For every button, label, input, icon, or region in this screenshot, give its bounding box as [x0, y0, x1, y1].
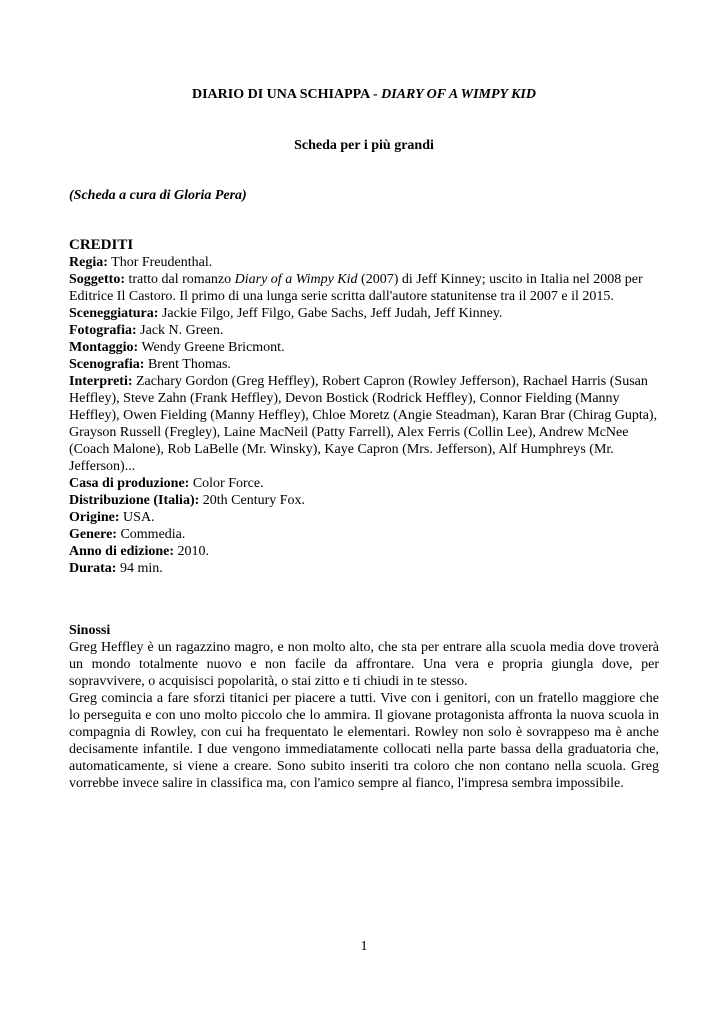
title-main: DIARIO DI UNA SCHIAPPA -: [192, 87, 382, 102]
credit-label: Origine:: [69, 510, 120, 525]
credits-heading: CREDITI: [69, 237, 134, 253]
document-page: [69, 0, 659, 1024]
curator-note: (Scheda a cura di Gloria Pera): [69, 188, 247, 203]
credit-fotografia: [69, 322, 659, 339]
credit-value: 20th Century Fox.: [199, 493, 306, 508]
credit-montaggio: [69, 339, 659, 356]
credit-scenografia: [69, 356, 659, 373]
credit-label: Fotografia:: [69, 323, 137, 338]
title-italic: DIARY OF A WIMPY KID: [381, 87, 536, 102]
credit-regia: [69, 254, 659, 271]
credit-value: Jack N. Green.: [136, 323, 224, 338]
credit-label: Anno di edizione:: [69, 544, 175, 559]
credit-label: Genere:: [69, 527, 117, 542]
credit-label: Scenografia:: [69, 357, 145, 372]
credit-label: Soggetto:: [69, 272, 125, 287]
synopsis-section: [69, 622, 659, 792]
credit-label: Sceneggiatura:: [69, 306, 159, 321]
credit-value: Thor Freudenthal.: [107, 255, 213, 270]
credit-anno: [69, 543, 659, 560]
credits-section: [69, 236, 659, 577]
credit-value: Wendy Greene Bricmont.: [138, 340, 285, 355]
credit-label: Casa di produzione:: [69, 476, 190, 491]
credit-sceneggiatura: [69, 305, 659, 322]
document-subtitle: Scheda per i più grandi: [294, 138, 434, 153]
credit-value: tratto dal romanzo: [125, 272, 235, 287]
credit-label: Montaggio:: [69, 340, 139, 355]
credit-label: Distribuzione (Italia):: [69, 493, 200, 508]
synopsis-heading: Sinossi: [69, 623, 111, 638]
credit-label: Regia:: [69, 255, 108, 270]
credit-value: Commedia.: [116, 527, 186, 542]
credit-value: (2007) di Jeff Kinney; uscito in Italia nel 2008 per Editrice Il Castoro. Il primo di una lunga serie scritta dall'autore statunitense tra il 2007 e il 2015.: [69, 272, 643, 304]
credit-value: Color Force.: [189, 476, 264, 491]
synopsis-paragraph: Greg Heffley è un ragazzino magro, e non molto alto, che sta per entrare alla scuola media dove troverà un mondo totalmente nuovo e non facile da affrontare. Una vera e propria giungla dove, per sopravvivere, o acquisisci popolarità, o stai zitto e ti chiudi in te stesso.: [69, 640, 659, 689]
credit-value: USA.: [119, 510, 155, 525]
credit-casa-produzione: [69, 475, 659, 492]
credit-origine: [69, 509, 659, 526]
credit-genere: [69, 526, 659, 543]
credit-value: 94 min.: [116, 561, 163, 576]
credit-distribuzione: [69, 492, 659, 509]
document-title: [69, 86, 659, 103]
credit-value: Brent Thomas.: [144, 357, 231, 372]
credit-soggetto: [69, 271, 659, 305]
credit-label: Interpreti:: [69, 374, 133, 389]
synopsis-paragraph: Greg comincia a fare sforzi titanici per piacere a tutti. Vive con i genitori, con un fratello maggiore che lo perseguita e con uno molto piccolo che lo ammira. Il giovane protagonista affronta la nuova scuola in compagnia di Rowley, con cui ha frequentato le elementari. Rowley non solo è sovrappeso ma è anche decisamente infantile. I due vengono immediatamente collocati nella parte bassa della graduatoria che, automaticamente, si viene a creare. Sono subito inseriti tra coloro che non contano nella scuola. Greg vorrebbe invece salire in classifica ma, con l'amico sempre al fianco, l'impresa sembra impossibile.: [69, 691, 659, 791]
credit-value: Jackie Filgo, Jeff Filgo, Gabe Sachs, Jeff Judah, Jeff Kinney.: [158, 306, 503, 321]
credit-label: Durata:: [69, 561, 117, 576]
book-title: Diary of a Wimpy Kid: [234, 272, 358, 287]
credit-value: Zachary Gordon (Greg Heffley), Robert Capron (Rowley Jefferson), Rachael Harris (Susan Heffley), Steve Zahn (Frank Heffley), Devon Bostick (Rodrick Heffley), Connor Fielding (Manny Heffley), Owen Fielding (Manny Heffley), Chloe Moretz (Angie Steadman), Karan Brar (Chirag Gupta), Grayson Russell (Fregley), Laine MacNeil (Patty Farrell), Alex Ferris (Collin Lee), Andrew McNee (Coach Malone), Rob LaBelle (Mr. Winsky), Kaye Capron (Mrs. Jefferson), Alf Humphreys (Mr. Jefferson)...: [69, 374, 658, 474]
credit-durata: [69, 560, 659, 577]
credit-interpreti: [69, 373, 659, 475]
page-number: 1: [360, 939, 368, 954]
credit-value: 2010.: [174, 544, 210, 559]
